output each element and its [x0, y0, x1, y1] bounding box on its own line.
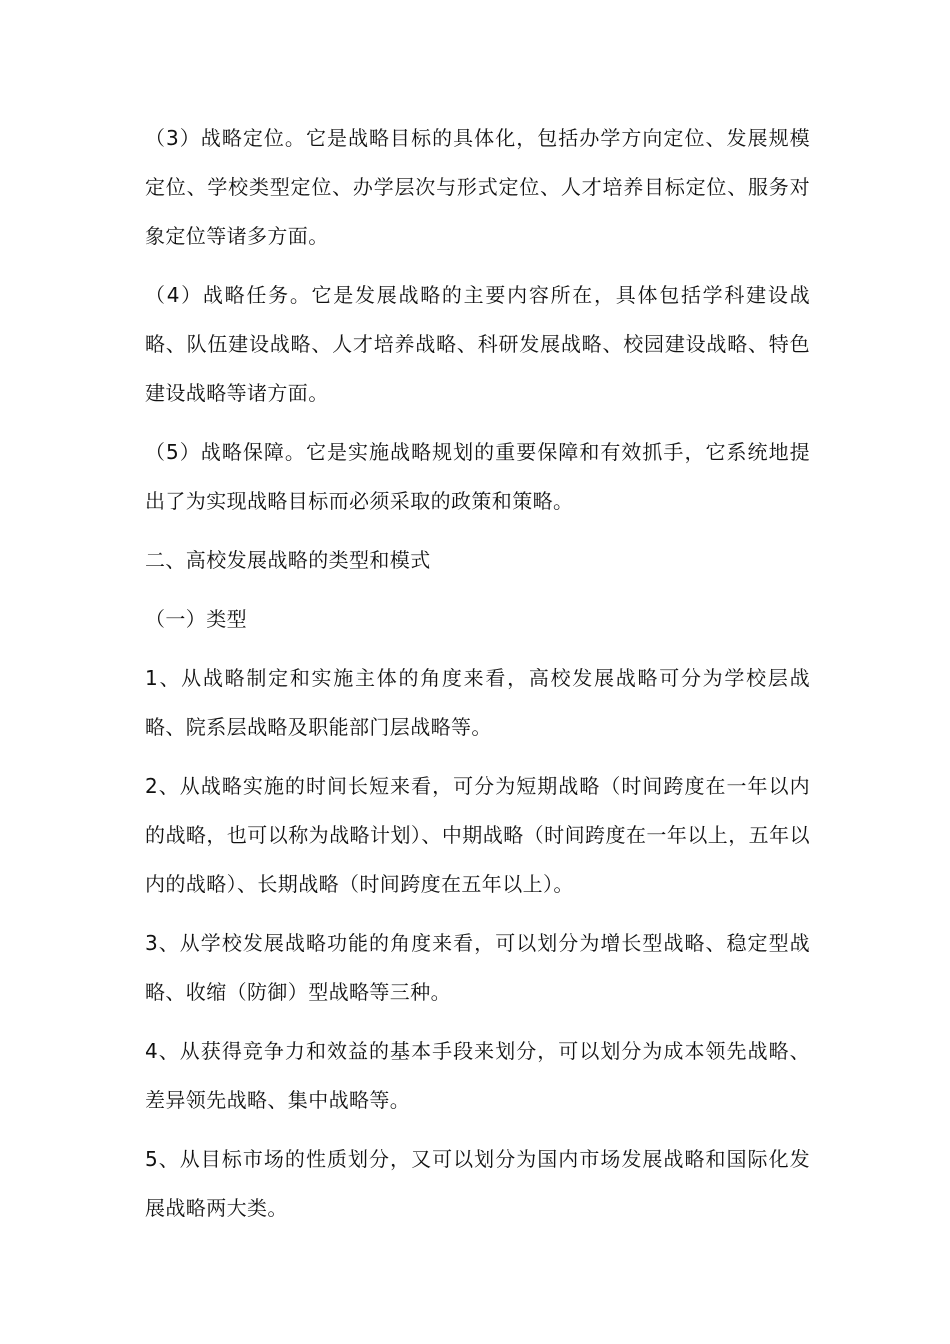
list-item-1: 1、从战略制定和实施主体的角度来看，高校发展战略可分为学校层战略、院系层战略及职能部门层战略等。 [145, 666, 810, 739]
list-item-5: 5、从目标市场的性质划分，又可以划分为国内市场发展战略和国际化发展战略两大类。 [145, 1147, 810, 1220]
list-item-2: 2、从战略实施的时间长短来看，可分为短期战略（时间跨度在一年以内的战略，也可以称为战略计划）、中期战略（时间跨度在一年以上，五年以内的战略）、长期战略（时间跨度在五年以上）。 [145, 774, 810, 896]
list-item-3: 3、从学校发展战略功能的角度来看，可以划分为增长型战略、稳定型战略、收缩（防御）型战略等三种。 [145, 931, 810, 1004]
subsection-heading: （一）类型 [145, 607, 247, 631]
paragraph-strategy-tasks: （4）战略任务。它是发展战略的主要内容所在，具体包括学科建设战略、队伍建设战略、人才培养战略、科研发展战略、校园建设战略、特色建设战略等诸方面。 [145, 283, 810, 405]
document-body [145, 114, 810, 1243]
paragraph-strategy-guarantee: （5）战略保障。它是实施战略规划的重要保障和有效抓手，它系统地提出了为实现战略目标而必须采取的政策和策略。 [145, 440, 810, 513]
paragraph-strategy-positioning: （3）战略定位。它是战略目标的具体化，包括办学方向定位、发展规模定位、学校类型定位、办学层次与形式定位、人才培养目标定位、服务对象定位等诸多方面。 [145, 126, 810, 248]
section-heading: 二、高校发展战略的类型和模式 [145, 548, 431, 572]
list-item-4: 4、从获得竞争力和效益的基本手段来划分，可以划分为成本领先战略、差异领先战略、集中战略等。 [145, 1039, 810, 1112]
